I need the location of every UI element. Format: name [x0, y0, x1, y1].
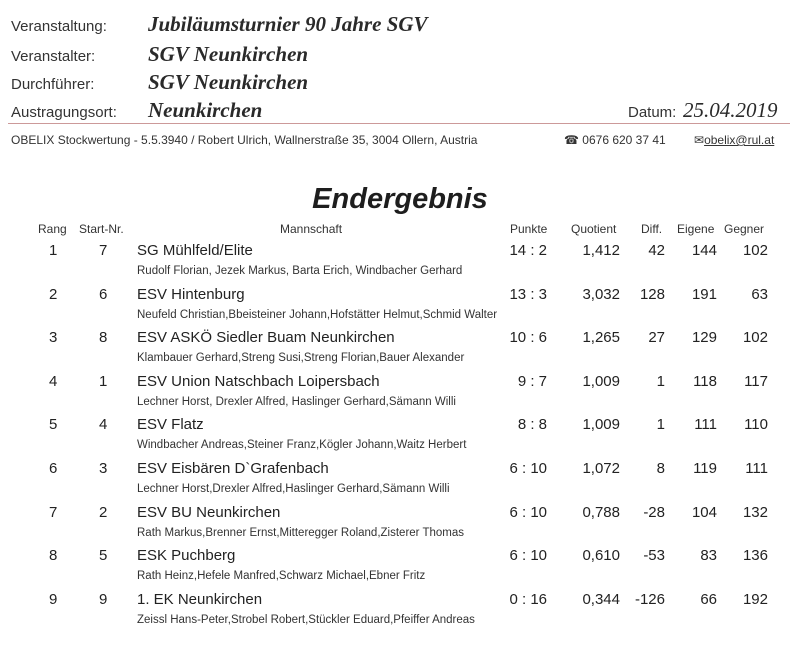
- cell-rank: 1: [49, 242, 58, 259]
- cell-diff: -28: [643, 503, 665, 521]
- cell-players: Rudolf Florian, Jezek Markus, Barta Erich, Windbacher Gerhard: [137, 265, 463, 277]
- cell-team: SG Mühlfeld/Elite: [137, 242, 253, 259]
- cell-team: ESV Eisbären D`Grafenbach: [137, 460, 329, 477]
- cell-rank: 7: [49, 503, 58, 521]
- cell-points: 8 : 8: [517, 416, 547, 434]
- cell-opp: 192: [742, 590, 768, 608]
- cell-points: 6 : 10: [509, 503, 547, 521]
- event-value: Jubiläumsturnier 90 Jahre SGV: [148, 12, 428, 36]
- cell-quotient: 0,788: [582, 503, 620, 521]
- cell-start: 2: [99, 503, 108, 521]
- header-venue-row: [11, 98, 791, 124]
- cell-players: Rath Heinz,Hefele Manfred,Schwarz Michael,Ebner Fritz: [137, 570, 426, 583]
- organizer-label: Veranstalter:: [11, 48, 96, 65]
- col-header-own: Eigene: [677, 222, 715, 236]
- cell-start: 8: [99, 329, 108, 347]
- cell-start: 1: [99, 372, 108, 390]
- page-title: Endergebnis: [312, 183, 488, 215]
- cell-opp: 111: [745, 460, 768, 477]
- venue-label: Austragungsort:: [11, 104, 117, 121]
- cell-diff: 1: [656, 416, 665, 434]
- cell-team: ESV Union Natschbach Loipersbach: [137, 372, 380, 390]
- table-row: [0, 242, 800, 286]
- cell-own: 66: [700, 590, 717, 608]
- cell-quotient: 1,072: [582, 460, 620, 477]
- cell-points: 6 : 10: [509, 460, 547, 477]
- table-row: [0, 591, 800, 635]
- cell-team: ESK Puchberg: [137, 547, 236, 565]
- date-value: 25.04.2019: [683, 98, 778, 122]
- venue-value: Neunkirchen: [148, 98, 263, 122]
- cell-points: 9 : 7: [517, 372, 547, 390]
- cell-team: 1. EK Neunkirchen: [137, 590, 263, 608]
- cell-points: 10 : 6: [509, 329, 547, 347]
- cell-quotient: 1,009: [582, 416, 620, 434]
- cell-diff: 128: [639, 285, 665, 303]
- software-footer: [11, 133, 791, 147]
- cell-rank: 8: [49, 547, 58, 565]
- cell-own: 119: [693, 460, 717, 477]
- cell-players: Windbacher Andreas,Steiner Franz,Kögler Johann,Waitz Herbert: [137, 439, 467, 452]
- header-organizer-row: [11, 42, 791, 68]
- table-row: [0, 504, 800, 548]
- cell-start: 5: [99, 547, 108, 565]
- phone-number: 0676 620 37 41: [582, 133, 666, 147]
- table-row: [0, 547, 800, 591]
- cell-quotient: 1,265: [582, 329, 620, 347]
- executor-value: SGV Neunkirchen: [148, 70, 309, 94]
- cell-rank: 3: [49, 329, 58, 347]
- cell-quotient: 3,032: [582, 285, 620, 303]
- cell-team: ESV BU Neunkirchen: [137, 503, 281, 521]
- header-event-row: [11, 12, 791, 38]
- cell-players: Lechner Horst, Drexler Alfred, Haslinger Gerhard,Sämann Willi: [137, 395, 456, 408]
- executor-label: Durchführer:: [11, 76, 95, 93]
- organizer-value: SGV Neunkirchen: [148, 42, 309, 66]
- cell-start: 9: [99, 590, 108, 608]
- cell-own: 83: [700, 547, 717, 565]
- col-header-team: Mannschaft: [280, 222, 343, 236]
- software-info: OBELIX Stockwertung - 5.5.3940 / Robert Ulrich, Wallnerstraße 35, 3004 Ollern, Austria: [11, 133, 478, 147]
- col-header-start: Start-Nr.: [79, 222, 124, 236]
- phone-icon: ☎: [564, 133, 579, 147]
- cell-start: 3: [99, 460, 108, 477]
- cell-opp: 117: [744, 372, 768, 390]
- table-row: [0, 329, 800, 373]
- table-row: [0, 460, 800, 504]
- cell-points: 13 : 3: [509, 285, 547, 303]
- cell-diff: -53: [643, 547, 665, 565]
- cell-points: 14 : 2: [509, 242, 547, 259]
- cell-start: 7: [99, 242, 108, 259]
- table-row: [0, 416, 800, 460]
- cell-team: ESV Hintenburg: [137, 285, 245, 303]
- cell-points: 6 : 10: [509, 547, 547, 565]
- cell-opp: 102: [742, 329, 768, 347]
- cell-quotient: 1,009: [582, 372, 620, 390]
- cell-own: 144: [691, 242, 717, 259]
- cell-quotient: 0,344: [582, 590, 620, 608]
- cell-opp: 136: [742, 547, 768, 565]
- date-label: Datum:: [628, 104, 677, 121]
- cell-start: 4: [99, 416, 108, 434]
- cell-players: Neufeld Christian,Bbeisteiner Johann,Hofstätter Helmut,Schmid Walter: [137, 308, 498, 321]
- col-header-diff: Diff.: [641, 222, 663, 236]
- table-row: [0, 286, 800, 330]
- cell-players: Klambauer Gerhard,Streng Susi,Streng Florian,Bauer Alexander: [137, 352, 465, 365]
- header-divider: [8, 123, 790, 124]
- cell-players: Lechner Horst,Drexler Alfred,Haslinger Gerhard,Sämann Willi: [137, 483, 450, 495]
- cell-diff: 27: [648, 329, 665, 347]
- cell-opp: 102: [742, 242, 768, 259]
- cell-team: ESV ASKÖ Siedler Buam Neunkirchen: [137, 329, 395, 347]
- phone-contact: [564, 133, 666, 147]
- cell-players: Zeissl Hans-Peter,Strobel Robert,Stückler Eduard,Pfeiffer Andreas: [137, 613, 475, 626]
- cell-diff: 42: [648, 242, 665, 259]
- cell-rank: 2: [49, 285, 58, 303]
- col-header-opp: Gegner: [724, 222, 765, 236]
- cell-players: Rath Markus,Brenner Ernst,Mitteregger Roland,Zisterer Thomas: [137, 526, 465, 539]
- cell-own: 191: [691, 285, 717, 303]
- col-header-rank: Rang: [38, 222, 67, 236]
- cell-opp: 110: [744, 416, 768, 434]
- cell-diff: 8: [656, 460, 665, 477]
- cell-opp: 132: [742, 503, 768, 521]
- cell-opp: 63: [751, 285, 768, 303]
- col-header-quotient: Quotient: [571, 222, 617, 236]
- cell-rank: 6: [49, 460, 58, 477]
- cell-points: 0 : 16: [509, 590, 547, 608]
- cell-rank: 4: [49, 372, 58, 390]
- cell-own: 104: [691, 503, 717, 521]
- cell-rank: 9: [49, 590, 58, 608]
- cell-quotient: 1,412: [582, 242, 620, 259]
- cell-start: 6: [99, 285, 108, 303]
- col-header-points: Punkte: [510, 222, 548, 236]
- cell-own: 118: [693, 372, 717, 390]
- cell-diff: 1: [656, 372, 665, 390]
- cell-team: ESV Flatz: [137, 416, 204, 434]
- header-executor-row: [11, 70, 791, 96]
- cell-quotient: 0,610: [582, 547, 620, 565]
- table-row: [0, 373, 800, 417]
- envelope-icon: ✉: [694, 133, 705, 147]
- email-link[interactable]: obelix@rul.at: [704, 133, 775, 147]
- cell-rank: 5: [49, 416, 58, 434]
- cell-diff: -126: [634, 590, 665, 608]
- email-contact: [694, 133, 774, 147]
- cell-own: 111: [694, 416, 717, 434]
- event-label: Veranstaltung:: [11, 18, 107, 35]
- cell-own: 129: [691, 329, 717, 347]
